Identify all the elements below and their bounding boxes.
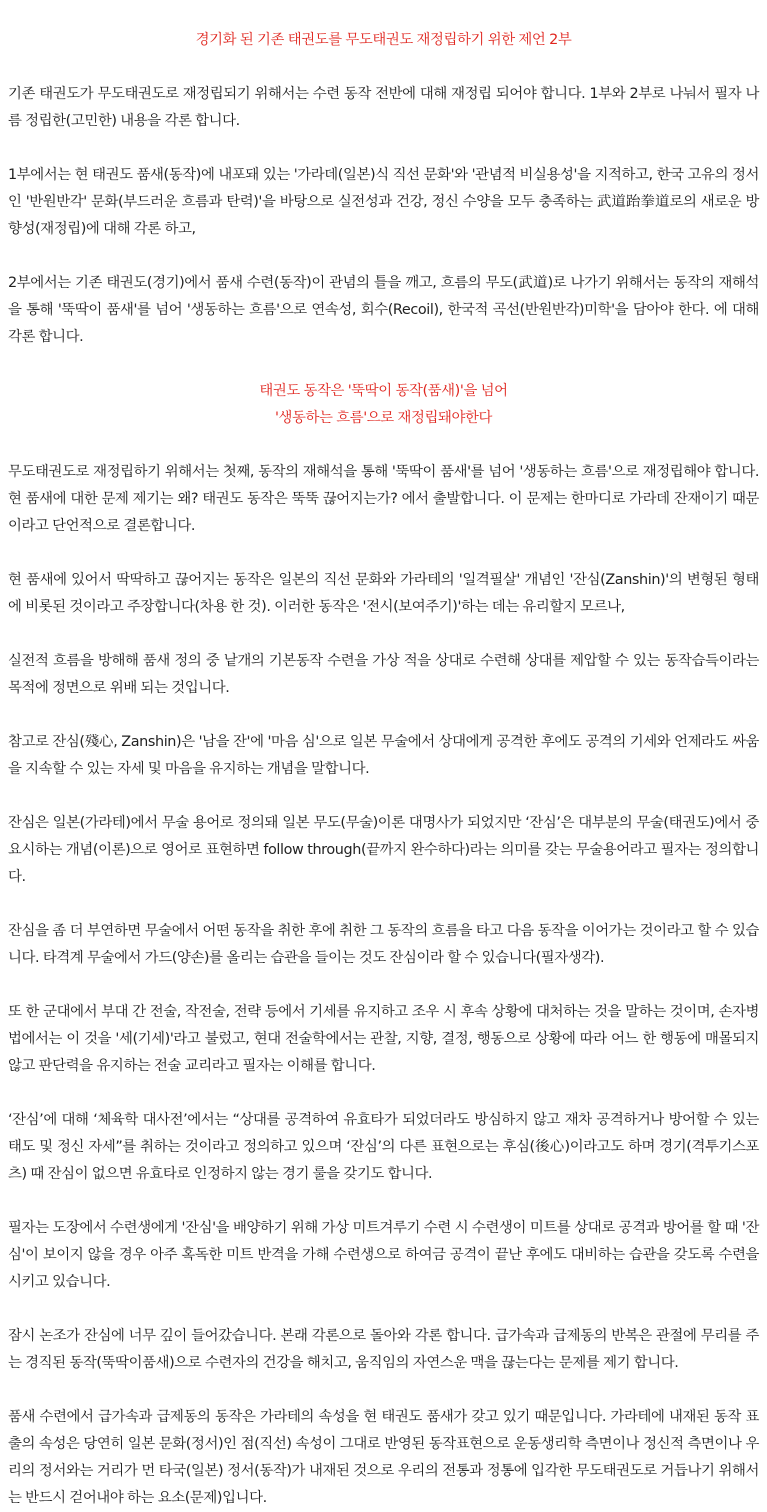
intro-paragraph-1: 기존 태권도가 무도태권도로 재정립되기 위해서는 수련 동작 전반에 대해 재정립 되어야 합니다. 1부와 2부로 나눠서 필자 나름 정립한(고민한) 내용을 각론 합니다. xyxy=(8,86,759,129)
intro-paragraph-2: 1부에서는 현 태권도 품새(동작)에 내포돼 있는 '가라데(일본)식 직선 문화'와 '관념적 비실용성'을 지적하고, 한국 고유의 정서인 '반원반각' 문화(부드러운 흐름과 탄력)'을 바탕으로 실전성과 건강, 정신 수양을 모두 충족하는 武道跆拳道로의 새로운 방향성(재정립)에 대해 각론 하고, xyxy=(8,167,759,237)
body-paragraph-4: 참고로 잔심(殘心, Zanshin)은 '남을 잔'에 '마음 심'으로 일본 무술에서 상대에게 공격한 후에도 공격의 기세와 언제라도 싸움을 지속할 수 있는 자세 및 마음을 유지하는 개념을 말합니다. xyxy=(8,734,759,777)
intro-paragraph-3: 2부에서는 기존 태권도(경기)에서 품새 수련(동작)이 관념의 틀을 깨고, 흐름의 무도(武道)로 나가기 위해서는 동작의 재해석을 통해 '뚝딱이 품새'를 넘어 '생동하는 흐름'으로 연속성, 회수(Recoil), 한국적 곡선(반원반각)미학'을 담아야 한다. 에 대해 각론 합니다. xyxy=(8,275,759,345)
body-paragraph-2: 현 품새에 있어서 딱딱하고 끊어지는 동작은 일본의 직선 문화와 가라테의 '일격필살' 개념인 '잔심(Zanshin)'의 변형된 형태에 비롯된 것이라고 주장합니다(차용 한 것). 이러한 동작은 '전시(보여주기)'하는 데는 유리할지 모르나, xyxy=(8,572,759,615)
body-paragraph-9: 필자는 도장에서 수련생에게 '잔심'을 배양하기 위해 가상 미트겨루기 수련 시 수련생이 미트를 상대로 공격과 방어를 할 때 '잔심'이 보이지 않을 경우 아주 혹독한 미트 반격을 가해 수련생으로 하여금 공격이 끝난 후에도 대비하는 습관을 갖도록 수련을 시키고 있습니다. xyxy=(8,1220,759,1290)
body-paragraph-8: ‘잔심’에 대해 ‘체육학 대사전’에서는 “상대를 공격하여 유효타가 되었더라도 방심하지 않고 재차 공격하거나 방어할 수 있는 태도 및 정신 자세”를 취하는 것이라고 정의하고 있으며 ‘잔심’의 다른 표현으로는 후심(後心)이라고도 하며 경기(격투기스포츠) 때 잔심이 없으면 유효타로 인정하지 않는 경기 룰을 갖기도 합니다. xyxy=(8,1112,759,1182)
body-paragraph-7: 또 한 군대에서 부대 간 전술, 작전술, 전략 등에서 기세를 유지하고 조우 시 후속 상황에 대처하는 것을 말하는 것이며, 손자병법에서는 이 것을 '세(기세)'라고 불렀고, 현대 전술학에서는 관찰, 지향, 결정, 행동으로 상황에 따라 어느 한 행동에 매몰되지 않고 판단력을 유지하는 전술 교리라고 필자는 이해를 합니다. xyxy=(8,1004,759,1074)
body-paragraph-3: 실전적 흐름을 방해해 품새 정의 중 낱개의 기본동작 수련을 가상 적을 상대로 수련해 상대를 제압할 수 있는 동작습득이라는 목적에 정면으로 위배 되는 것입니다. xyxy=(8,653,759,696)
body-paragraph-5: 잔심은 일본(가라테)에서 무술 용어로 정의돼 일본 무도(무술)이론 대명사가 되었지만 ‘잔심’은 대부분의 무술(태권도)에서 중요시하는 개념(이론)으로 영어로 표현하면 follow through(끝까지 완수하다)라는 의미를 갖는 무술용어라고 필자는 정의합니다. xyxy=(8,815,759,885)
section-heading-line-2: '생동하는 흐름'으로 재정립돼야한다 xyxy=(275,410,492,426)
section-heading xyxy=(8,378,759,432)
section-heading-line-1: 태권도 동작은 '뚝딱이 동작(품새)'을 넘어 xyxy=(259,383,508,399)
body-paragraph-10: 잠시 논조가 잔심에 너무 깊이 들어갔습니다. 본래 각론으로 돌아와 각론 합니다. 급가속과 급제동의 반복은 관절에 무리를 주는 경직된 동작(뚝딱이품새)으로 수련자의 건강을 해치고, 움직임의 자연스운 맥을 끊는다는 문제를 제기 합니다. xyxy=(8,1328,759,1371)
body-paragraph-11: 품새 수련에서 급가속과 급제동의 동작은 가라테의 속성을 현 태권도 품새가 갖고 있기 때문입니다. 가라테에 내재된 동작 표출의 속성은 당연히 일본 문화(정서)인 점(직선) 속성이 그대로 반영된 동작표현으로 운동생리학 측면이나 정신적 측면이나 우리의 정서와는 거리가 먼 타국(일본) 정서(동작)가 내재된 것으로 우리의 전통과 정통에 입각한 무도태권도로 거듭나기 위해서는 반드시 걷어내야 하는 요소(문제)입니다. xyxy=(8,1409,759,1506)
article-title: 경기화 된 기존 태권도를 무도태권도 재정립하기 위한 제언 2부 xyxy=(195,32,572,48)
body-paragraph-1: 무도태권도로 재정립하기 위해서는 첫째, 동작의 재해석을 통해 '뚝딱이 품새'를 넘어 '생동하는 흐름'으로 재정립해야 합니다. 현 품새에 대한 문제 제기는 왜? 태권도 동작은 뚝뚝 끊어지는가? 에서 출발합니다. 이 문제는 한마디로 가라데 잔재이기 때문이라고 단언적으로 결론합니다. xyxy=(8,464,759,534)
body-paragraph-6: 잔심을 좀 더 부연하면 무술에서 어떤 동작을 취한 후에 취한 그 동작의 흐름을 타고 다음 동작을 이어가는 것이라고 할 수 있습니다. 타격계 무술에서 가드(양손)를 올리는 습관을 들이는 것도 잔심이라 할 수 있습니다(필자생각). xyxy=(8,923,759,966)
